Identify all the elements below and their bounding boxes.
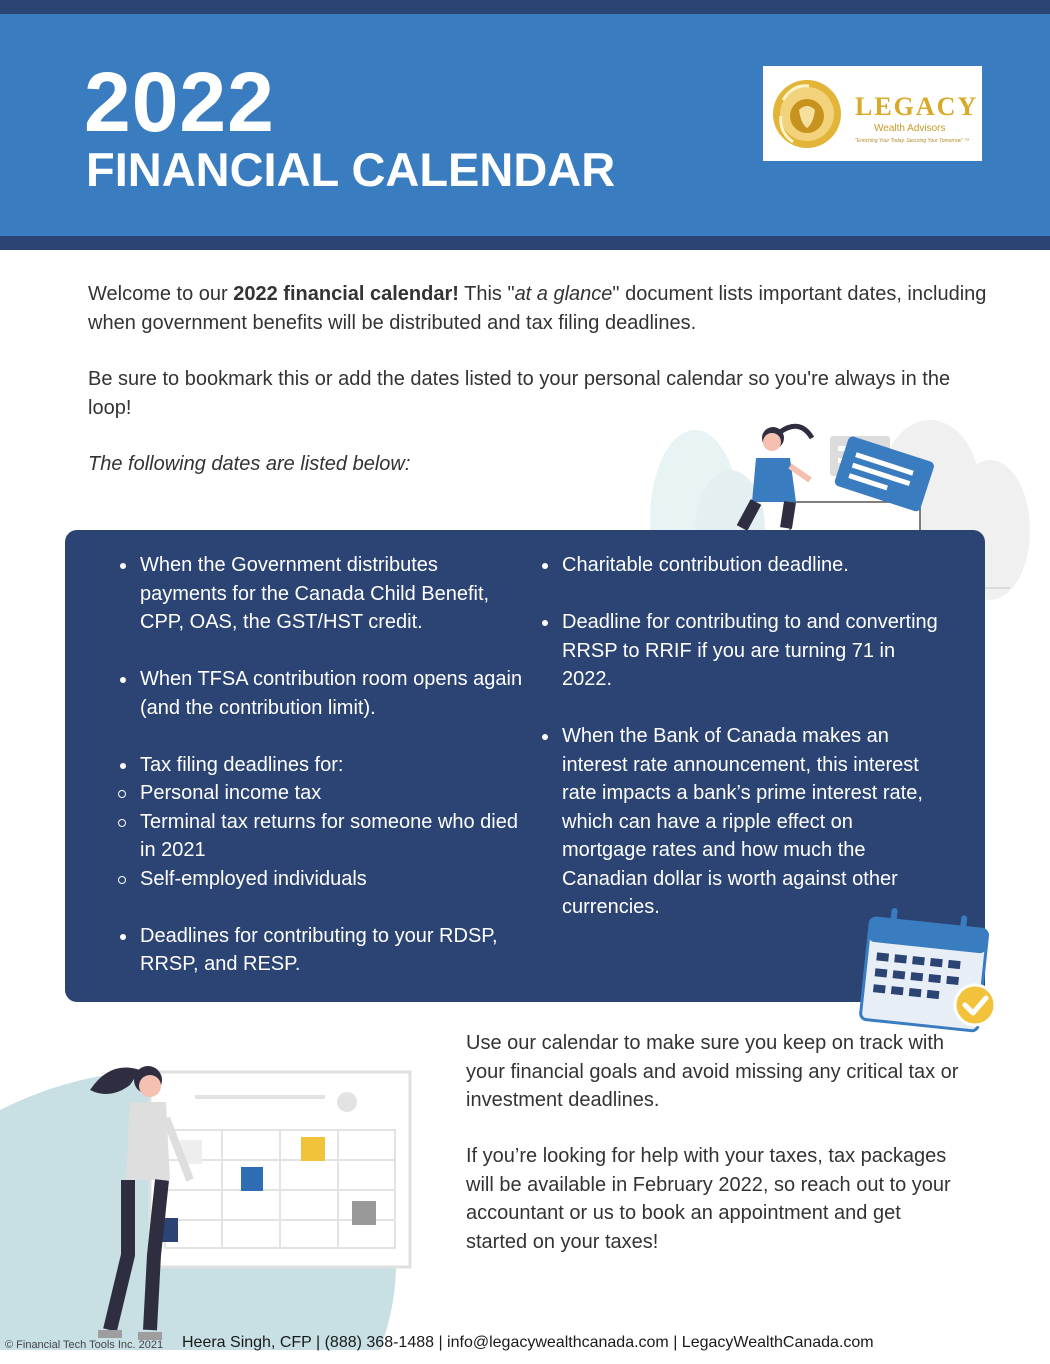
list-item: When TFSA contribution room opens again (and the contribution limit).	[140, 665, 530, 722]
page-year: 2022	[84, 55, 275, 149]
list-item: Charitable contribution deadline.	[562, 551, 940, 580]
intro-italic: at a glance	[514, 283, 613, 305]
intro-paragraph-1	[88, 280, 988, 337]
outro-paragraph-1: Use our calendar to make sure you keep on track with your financial goals and avoid missing any critical tax or investment deadlines.	[466, 1032, 959, 1111]
panel-right-column	[562, 551, 940, 950]
header-bottom-band	[0, 236, 1050, 250]
panel-left-column	[140, 551, 530, 1007]
logo-wordmark: LEGACY	[855, 92, 979, 121]
lion-emblem-icon	[769, 76, 845, 152]
sub-list-item: Self-employed individuals	[105, 865, 530, 894]
intro-text: " document lists important dates, including when government benefits will be distributed and tax filing deadlines.	[88, 283, 987, 334]
calendar-check-icon	[855, 905, 1005, 1035]
legacy-logo	[763, 66, 982, 161]
page-title: FINANCIAL CALENDAR	[86, 143, 616, 196]
intro-text: Welcome to our	[88, 283, 234, 305]
sub-list-item: Terminal tax returns for someone who died in 2021	[105, 808, 530, 865]
woman-with-board-illustration	[0, 1040, 420, 1350]
intro-paragraph-2: Be sure to bookmark this or add the dates listed to your personal calendar so you're always in the loop!	[88, 368, 951, 419]
list-item: When the Government distributes payments for the Canada Child Benefit, CPP, OAS, the GST/HST credit.	[140, 551, 530, 637]
outro-paragraph-2: If you’re looking for help with your taxes, tax packages will be available in February 2022, so reach out to your accountant or us to book an appointment and get started on your taxes!	[466, 1145, 951, 1253]
logo-tagline: "Enriching Your Today. Securing Your Tomorrow" ™	[855, 138, 970, 144]
list-item-label: Tax filing deadlines for:	[140, 753, 344, 776]
intro-bold: 2022 financial calendar!	[233, 283, 459, 305]
intro-paragraph-3: The following dates are listed below:	[88, 453, 411, 475]
header-top-band	[0, 0, 1050, 14]
list-item: Deadlines for contributing to your RDSP, RRSP, and RESP.	[140, 922, 530, 979]
list-item-tax-filing	[140, 751, 530, 894]
intro-text: This "	[458, 283, 515, 305]
sub-list-item: Personal income tax	[105, 779, 530, 808]
logo-subtitle: Wealth Advisors	[874, 123, 946, 134]
footer-contact: Heera Singh, CFP | (888) 368-1488 | info@legacywealthcanada.com | LegacyWealthCanada.com	[182, 1334, 874, 1351]
list-item: Deadline for contributing to and converting RRSP to RRIF if you are turning 71 in 2022.	[562, 608, 940, 694]
footer-copyright: © Financial Tech Tools Inc. 2021	[5, 1339, 164, 1351]
list-item: When the Bank of Canada makes an interest rate announcement, this interest rate impacts a bank’s prime interest rate, which can have a ripple effect on mortgage rates and how much the Canadian dollar is worth against other currencies.	[562, 722, 940, 922]
